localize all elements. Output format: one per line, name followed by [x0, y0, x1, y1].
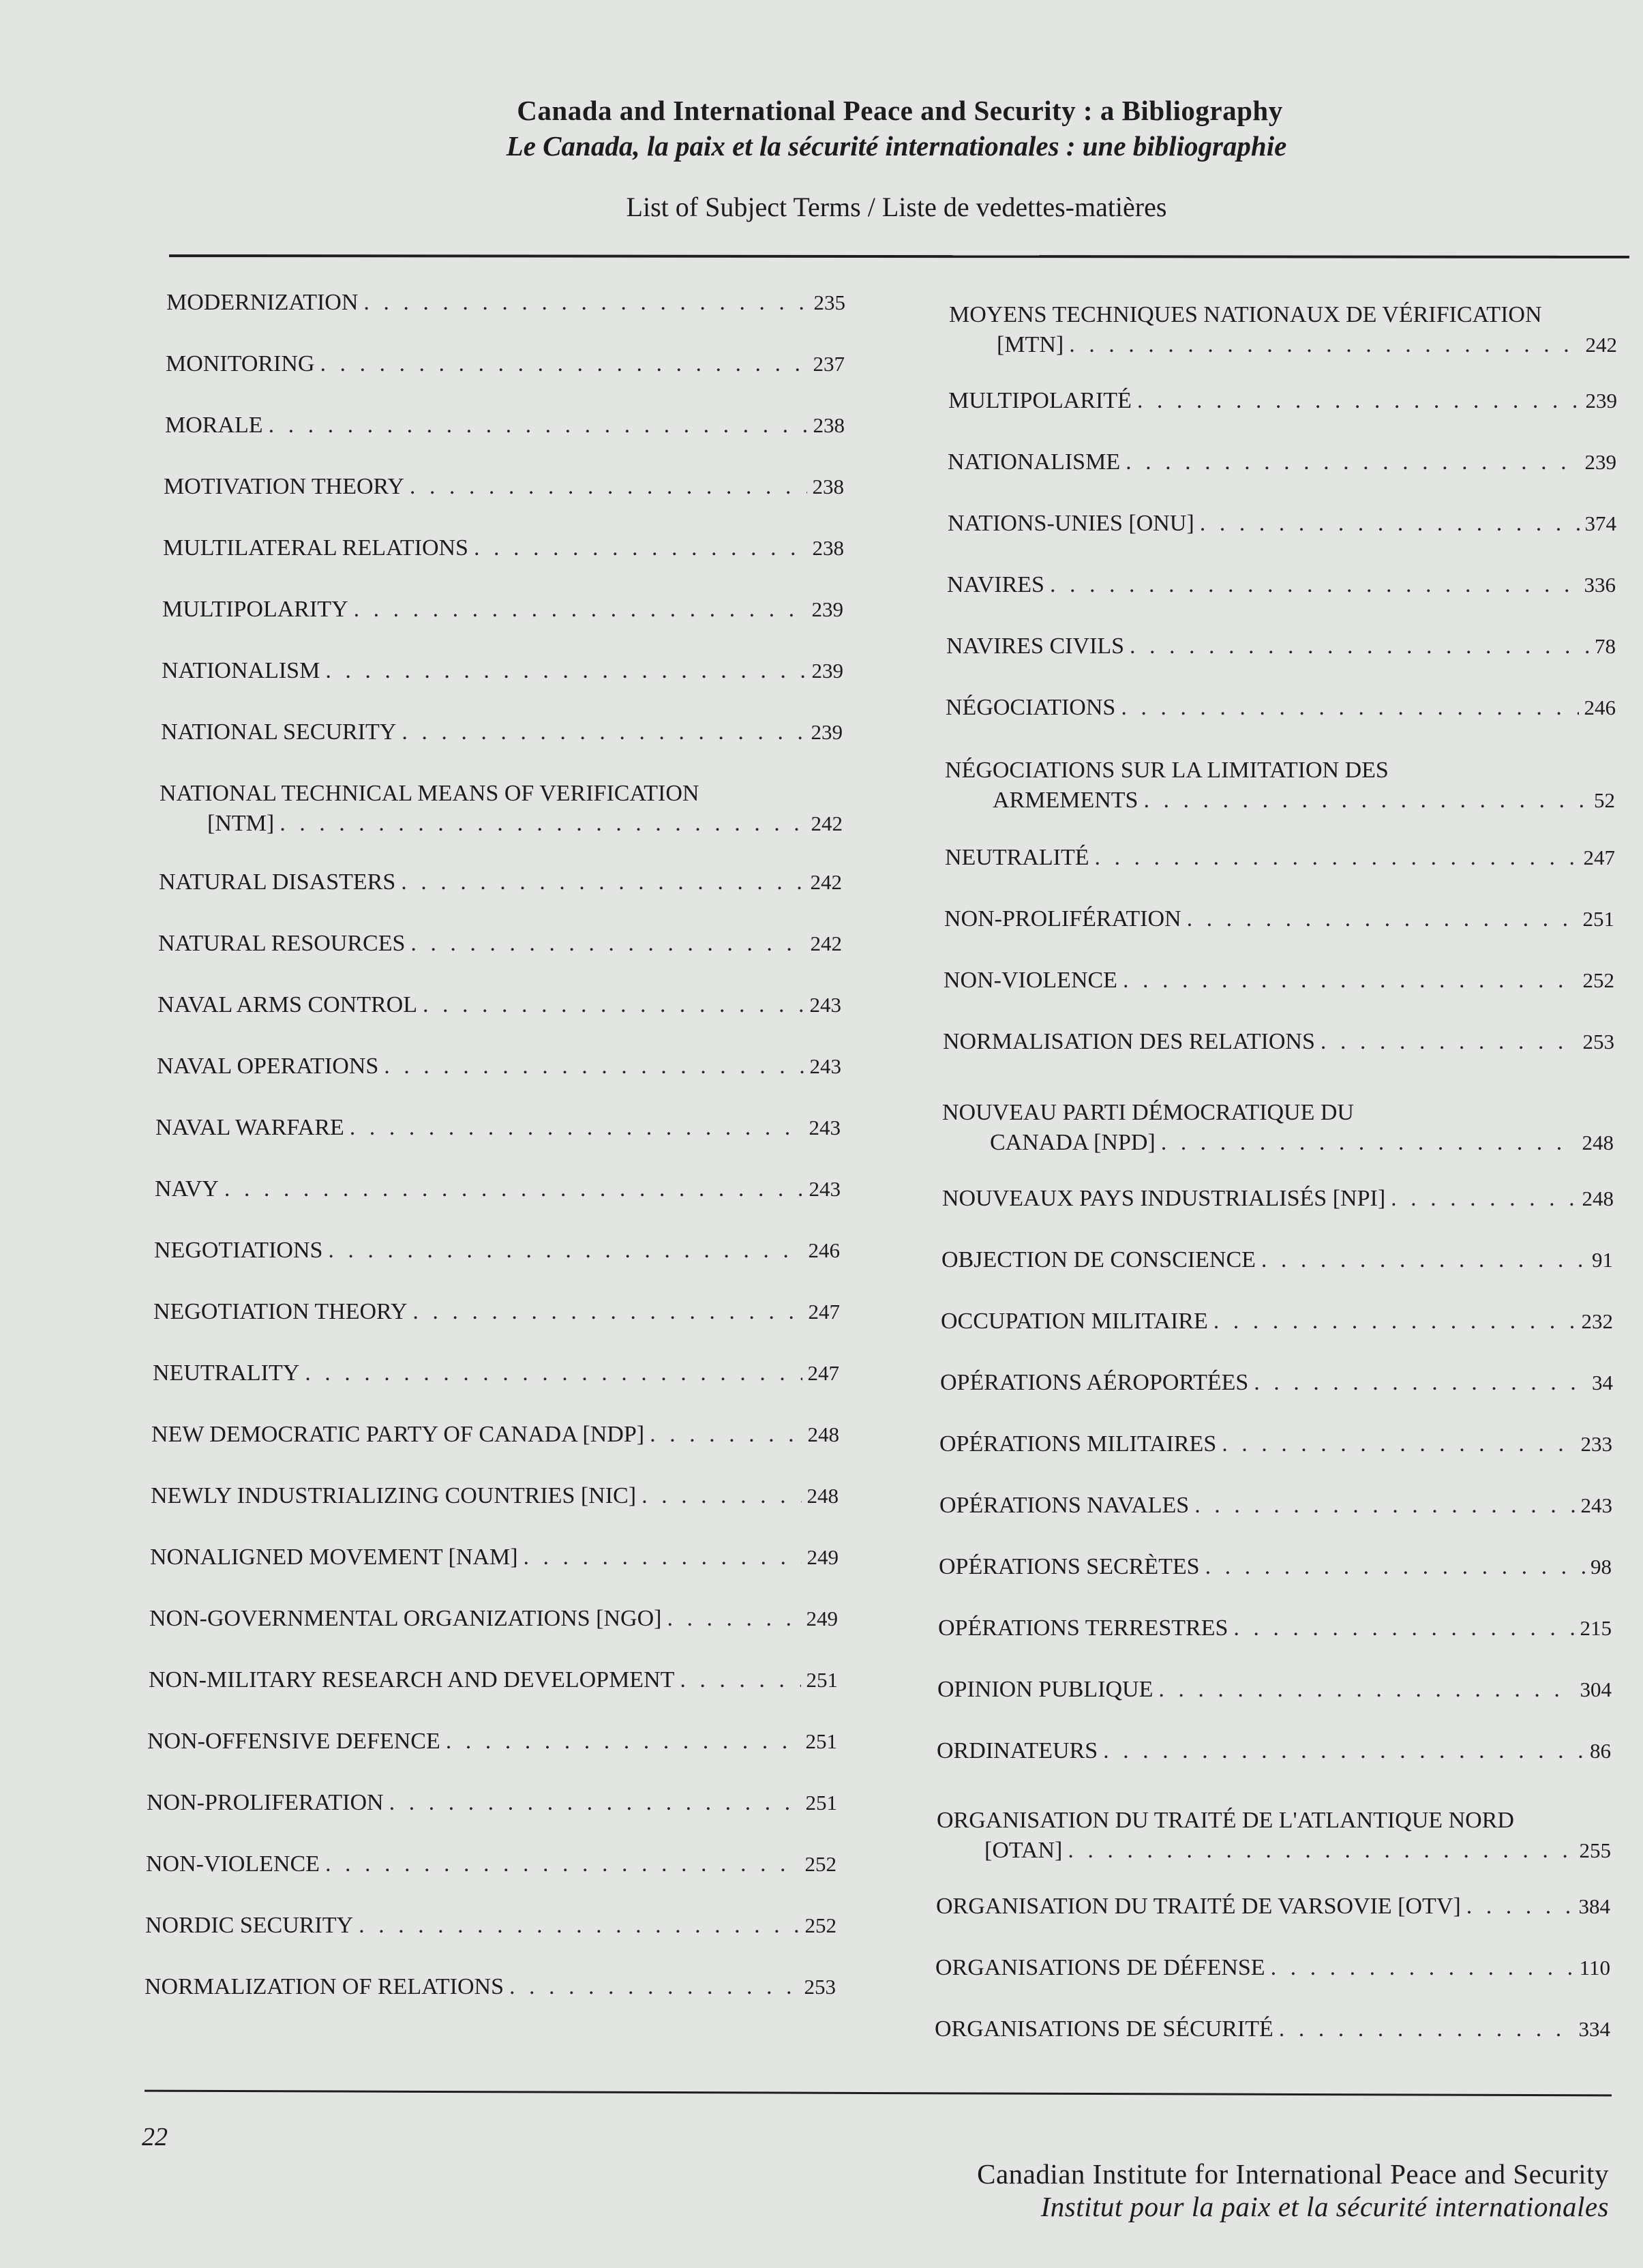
- index-entry: [940, 1368, 1613, 1398]
- entry-page: 242: [811, 811, 843, 835]
- entry-page: 247: [807, 1361, 839, 1385]
- entry-term: NORDIC SECURITY: [145, 1913, 354, 1938]
- index-entry: [937, 1736, 1611, 1766]
- index-entry: [147, 1788, 837, 1818]
- leader-dots: [1279, 2014, 1573, 2044]
- entry-page: 110: [1579, 1956, 1610, 1980]
- index-entry: [166, 349, 845, 379]
- entry-page: 238: [812, 536, 844, 560]
- entry-page: 251: [805, 1791, 837, 1815]
- entry-term: NON-MILITARY RESEARCH AND DEVELOPMENT: [149, 1667, 675, 1692]
- entry-page: 304: [1580, 1677, 1612, 1701]
- entry-term: ORDINATEURS: [937, 1738, 1098, 1763]
- entry-term: NON-OFFENSIVE DEFENCE: [147, 1729, 440, 1754]
- index-entry: [158, 929, 842, 959]
- index-entry: [162, 595, 843, 625]
- entry-term: NEGOTIATION THEORY: [153, 1299, 408, 1324]
- entry-page: 243: [809, 993, 841, 1017]
- leader-dots: [1161, 1128, 1577, 1158]
- leader-dots: [280, 809, 805, 839]
- entry-term: NATIONALISM: [162, 658, 320, 683]
- entry-term: MODERNIZATION: [166, 290, 359, 315]
- index-entry: [161, 717, 843, 747]
- entry-term: NON-GOVERNMENTAL ORGANIZATIONS [NGO]: [149, 1606, 662, 1631]
- leader-dots: [359, 1911, 799, 1941]
- entry-term: ORGANISATION DU TRAITÉ DE L'ATLANTIQUE NORD: [937, 1808, 1514, 1833]
- entry-term: NON-PROLIFERATION: [147, 1790, 384, 1815]
- entry-page: 251: [1582, 907, 1614, 931]
- entry-term: NOUVEAU PARTI DÉMOCRATIQUE DU: [942, 1100, 1354, 1125]
- entry-page: 238: [812, 475, 844, 498]
- entry-term: NATIONALISME: [948, 449, 1121, 475]
- entry-page: 252: [804, 1852, 836, 1876]
- index-entry: [946, 693, 1616, 723]
- entry-page: 239: [1584, 450, 1616, 474]
- index-entry: [935, 1953, 1610, 1983]
- index-entry: [146, 1849, 836, 1879]
- leader-dots: [389, 1788, 800, 1818]
- leader-dots: [509, 1972, 799, 2002]
- index-entry: [151, 1420, 839, 1450]
- leader-dots: [1321, 1027, 1578, 1057]
- leader-dots: [1103, 1736, 1584, 1766]
- entry-page: 248: [1582, 1187, 1614, 1210]
- entry-term: NEW DEMOCRATIC PARTY OF CANADA [NDP]: [151, 1422, 645, 1447]
- index-entry: [944, 966, 1614, 996]
- index-entry: [939, 1552, 1612, 1582]
- leader-dots: [325, 1849, 800, 1879]
- index-entry: [948, 509, 1616, 539]
- leader-dots: [1050, 570, 1579, 600]
- entry-term-continued: [NTM]: [207, 811, 275, 836]
- entry-term: NAVAL OPERATIONS: [157, 1054, 379, 1079]
- entry-term: OCCUPATION MILITAIRE: [941, 1309, 1208, 1334]
- index-entry: [147, 1727, 837, 1757]
- list-heading: List of Subject Terms / Liste de vedettes-matières: [626, 192, 1167, 222]
- leader-dots: [224, 1174, 804, 1204]
- leader-dots: [1187, 904, 1578, 934]
- index-entry: [165, 411, 845, 441]
- entry-page: 233: [1580, 1432, 1612, 1456]
- entry-term: NAVIRES CIVILS: [946, 633, 1125, 659]
- entry-term: OPÉRATIONS TERRESTRES: [938, 1615, 1229, 1641]
- entry-page: 243: [1580, 1493, 1612, 1517]
- index-entry: [159, 867, 842, 897]
- leader-dots: [1261, 1245, 1586, 1275]
- index-entry: [153, 1358, 839, 1388]
- leader-dots: [650, 1420, 802, 1450]
- index-entry: [149, 1604, 838, 1634]
- entry-page: 78: [1595, 634, 1616, 658]
- leader-dots: [384, 1051, 804, 1081]
- entry-term: OPÉRATIONS SECRÈTES: [939, 1554, 1200, 1579]
- entry-page: 237: [813, 352, 845, 376]
- entry-term: NAVIRES: [947, 572, 1044, 597]
- entry-page: 374: [1584, 511, 1616, 535]
- leader-dots: [363, 288, 808, 318]
- index-entry: [163, 533, 844, 563]
- leader-dots: [350, 1113, 804, 1143]
- leader-dots: [1200, 509, 1580, 539]
- entry-page: 239: [1585, 389, 1617, 413]
- entry-term-continued: CANADA [NPD]: [990, 1130, 1156, 1155]
- index-entry: [944, 904, 1614, 934]
- page-number: 22: [142, 2123, 168, 2151]
- leader-dots: [328, 1236, 802, 1266]
- leader-dots: [1391, 1184, 1576, 1214]
- leader-dots: [1214, 1307, 1576, 1337]
- leader-dots: [474, 533, 807, 563]
- index-entry: [939, 1491, 1612, 1521]
- entry-term: ORGANISATIONS DE SÉCURITÉ: [935, 2016, 1273, 2042]
- leader-dots: [320, 349, 807, 379]
- entry-term-continued: [OTAN]: [984, 1838, 1063, 1863]
- index-entry: [948, 447, 1616, 477]
- index-entry: [939, 1429, 1612, 1459]
- index-entry: [942, 1098, 1614, 1158]
- index-entry: [941, 1307, 1613, 1337]
- entry-page: 242: [810, 870, 842, 894]
- leader-dots: [667, 1604, 801, 1634]
- leader-dots: [325, 656, 806, 686]
- leader-dots: [269, 411, 808, 441]
- entry-page: 243: [809, 1177, 841, 1201]
- index-entry: [935, 2014, 1610, 2044]
- leader-dots: [410, 472, 807, 502]
- entry-term-continued: ARMEMENTS: [993, 788, 1139, 813]
- entry-page: 247: [808, 1300, 840, 1324]
- entry-term: MONITORING: [166, 351, 315, 376]
- leader-dots: [1158, 1675, 1574, 1705]
- leader-dots: [1126, 447, 1579, 477]
- leader-dots: [1271, 1953, 1574, 1983]
- publisher-english: Canadian Institute for International Peace and Security: [977, 2158, 1609, 2190]
- entry-term: MOTIVATION THEORY: [164, 474, 404, 499]
- index-entry: [155, 1113, 841, 1143]
- entry-page: 248: [1582, 1131, 1614, 1154]
- index-entry: [164, 472, 844, 502]
- leader-dots: [1130, 631, 1589, 661]
- index-entry: [948, 386, 1617, 416]
- entry-term: MOYENS TECHNIQUES NATIONAUX DE VÉRIFICATION: [949, 302, 1542, 327]
- leader-dots: [305, 1358, 802, 1388]
- entry-page: 246: [808, 1238, 840, 1262]
- entry-term: NÉGOCIATIONS SUR LA LIMITATION DES: [945, 758, 1389, 783]
- index-entry: [145, 1972, 836, 2002]
- index-entry: [145, 1911, 836, 1941]
- index-entry: [150, 1542, 839, 1572]
- entry-page: 243: [809, 1054, 841, 1078]
- index-entry: [941, 1245, 1613, 1275]
- leader-dots: [1222, 1429, 1575, 1459]
- entry-term: NATURAL RESOURCES: [158, 931, 406, 956]
- leader-dots: [412, 1297, 802, 1327]
- index-entry: [153, 1297, 840, 1327]
- entry-term: OPÉRATIONS MILITAIRES: [939, 1431, 1217, 1457]
- publisher-french: Institut pour la paix et la sécurité internationales: [1040, 2191, 1609, 2222]
- index-entry: [149, 1665, 838, 1695]
- page-title: Canada and International Peace and Security : a Bibliography: [517, 95, 1283, 126]
- index-entry: [945, 756, 1615, 816]
- index-entry: [937, 1806, 1611, 1866]
- entry-term: NATIONAL TECHNICAL MEANS OF VERIFICATION: [160, 781, 699, 806]
- index-entry: [936, 1892, 1610, 1922]
- index-entry: [937, 1675, 1612, 1705]
- entry-term: NORMALIZATION OF RELATIONS: [145, 1974, 504, 1999]
- entry-term: NORMALISATION DES RELATIONS: [943, 1029, 1315, 1054]
- index-entry: [157, 1051, 841, 1081]
- entry-page: 336: [1584, 573, 1616, 597]
- entry-page: 249: [806, 1607, 838, 1630]
- leader-dots: [1143, 786, 1588, 816]
- entry-page: 235: [813, 290, 845, 314]
- entry-term: NON-VIOLENCE: [146, 1851, 320, 1877]
- entry-page: 334: [1578, 2017, 1610, 2041]
- entry-page: 238: [813, 413, 845, 437]
- entry-term: NEUTRALITÉ: [945, 845, 1089, 870]
- entry-page: 247: [1583, 846, 1615, 869]
- entry-term: OPÉRATIONS NAVALES: [939, 1493, 1190, 1518]
- entry-term: MULTIPOLARITÉ: [948, 388, 1132, 413]
- index-entry: [943, 1027, 1614, 1057]
- index-entry: [155, 1174, 841, 1204]
- entry-term: OBJECTION DE CONSCIENCE: [941, 1247, 1256, 1272]
- index-entry: [162, 656, 843, 686]
- leader-dots: [1254, 1368, 1586, 1398]
- entry-term: ORGANISATION DU TRAITÉ DE VARSOVIE [OTV]: [936, 1894, 1461, 1919]
- index-entry: [938, 1613, 1612, 1643]
- entry-term: NÉGOCIATIONS: [946, 695, 1116, 720]
- entry-page: 252: [804, 1913, 836, 1937]
- entry-page: 239: [811, 597, 843, 621]
- entry-term: NONALIGNED MOVEMENT [NAM]: [150, 1545, 518, 1570]
- entry-term: NATIONS-UNIES [ONU]: [948, 511, 1194, 536]
- entry-term: NAVAL WARFARE: [155, 1115, 344, 1140]
- leader-dots: [410, 929, 804, 959]
- entry-page: 239: [811, 659, 843, 683]
- entry-term: NEGOTIATIONS: [154, 1238, 323, 1263]
- entry-term: OPÉRATIONS AÉROPORTÉES: [940, 1370, 1249, 1395]
- entry-page: 215: [1580, 1616, 1612, 1640]
- entry-page: 246: [1584, 696, 1616, 719]
- entry-page: 251: [806, 1668, 838, 1692]
- index-entry: [942, 1184, 1614, 1214]
- leader-dots: [1121, 693, 1578, 723]
- index-entry: [166, 288, 845, 318]
- leader-dots: [1137, 386, 1580, 416]
- entry-term: NEWLY INDUSTRIALIZING COUNTRIES [NIC]: [151, 1483, 637, 1508]
- entry-term: OPINION PUBLIQUE: [937, 1677, 1154, 1702]
- entry-page: 98: [1591, 1555, 1612, 1579]
- entry-term-continued: [MTN]: [997, 332, 1064, 357]
- entry-page: 242: [1585, 333, 1617, 357]
- leader-dots: [1069, 330, 1580, 360]
- entry-page: 52: [1594, 788, 1615, 812]
- entry-page: 253: [804, 1975, 836, 1999]
- leader-dots: [524, 1542, 802, 1572]
- entry-term: NON-PROLIFÉRATION: [944, 906, 1181, 931]
- index-entry: [151, 1481, 839, 1511]
- leader-dots: [1095, 843, 1578, 873]
- entry-term: NEUTRALITY: [153, 1360, 300, 1386]
- index-entry: [160, 779, 843, 839]
- entry-term: NOUVEAUX PAYS INDUSTRIALISÉS [NPI]: [942, 1186, 1386, 1211]
- leader-dots: [1233, 1613, 1574, 1643]
- leader-dots: [1466, 1892, 1573, 1922]
- entry-term: NATIONAL SECURITY: [161, 719, 397, 745]
- entry-term: MULTILATERAL RELATIONS: [163, 535, 468, 561]
- leader-dots: [680, 1665, 800, 1695]
- index-entry: [947, 570, 1616, 600]
- entry-page: 248: [807, 1484, 839, 1508]
- top-rule: [169, 254, 1629, 258]
- entry-page: 253: [1582, 1030, 1614, 1054]
- leader-dots: [402, 717, 805, 747]
- leader-dots: [1123, 966, 1578, 996]
- entry-page: 249: [807, 1545, 839, 1569]
- leader-dots: [401, 867, 804, 897]
- bottom-rule: [145, 2090, 1612, 2097]
- index-entry: [157, 990, 841, 1020]
- leader-dots: [1194, 1491, 1575, 1521]
- entry-term: NAVY: [155, 1176, 219, 1202]
- leader-dots: [1068, 1836, 1573, 1866]
- entry-term: NAVAL ARMS CONTROL: [157, 992, 418, 1017]
- leader-dots: [423, 990, 804, 1020]
- entry-page: 255: [1579, 1838, 1611, 1862]
- entry-term: NATURAL DISASTERS: [159, 869, 396, 895]
- entry-page: 384: [1578, 1894, 1610, 1918]
- entry-page: 34: [1592, 1371, 1613, 1394]
- leader-dots: [642, 1481, 801, 1511]
- leader-dots: [446, 1727, 800, 1757]
- entry-page: 251: [805, 1729, 837, 1753]
- leader-dots: [354, 595, 807, 625]
- entry-page: 239: [811, 720, 843, 744]
- entry-page: 252: [1582, 968, 1614, 992]
- entry-page: 242: [810, 931, 842, 955]
- index-entry: [945, 843, 1615, 873]
- entry-page: 91: [1592, 1248, 1613, 1272]
- index-entry: [154, 1236, 840, 1266]
- index-entry: [946, 631, 1616, 661]
- entry-page: 248: [807, 1422, 839, 1446]
- entry-page: 232: [1581, 1309, 1613, 1333]
- entry-term: MULTIPOLARITY: [162, 597, 348, 622]
- entry-page: 243: [809, 1116, 841, 1139]
- entry-page: 86: [1590, 1739, 1611, 1763]
- entry-term: NON-VIOLENCE: [944, 968, 1117, 993]
- index-entry: [949, 300, 1617, 360]
- leader-dots: [1205, 1552, 1585, 1582]
- entry-term: ORGANISATIONS DE DÉFENSE: [935, 1955, 1265, 1980]
- entry-term: MORALE: [165, 413, 263, 438]
- page-subtitle: Le Canada, la paix et la sécurité internationales : une bibliographie: [506, 130, 1287, 162]
